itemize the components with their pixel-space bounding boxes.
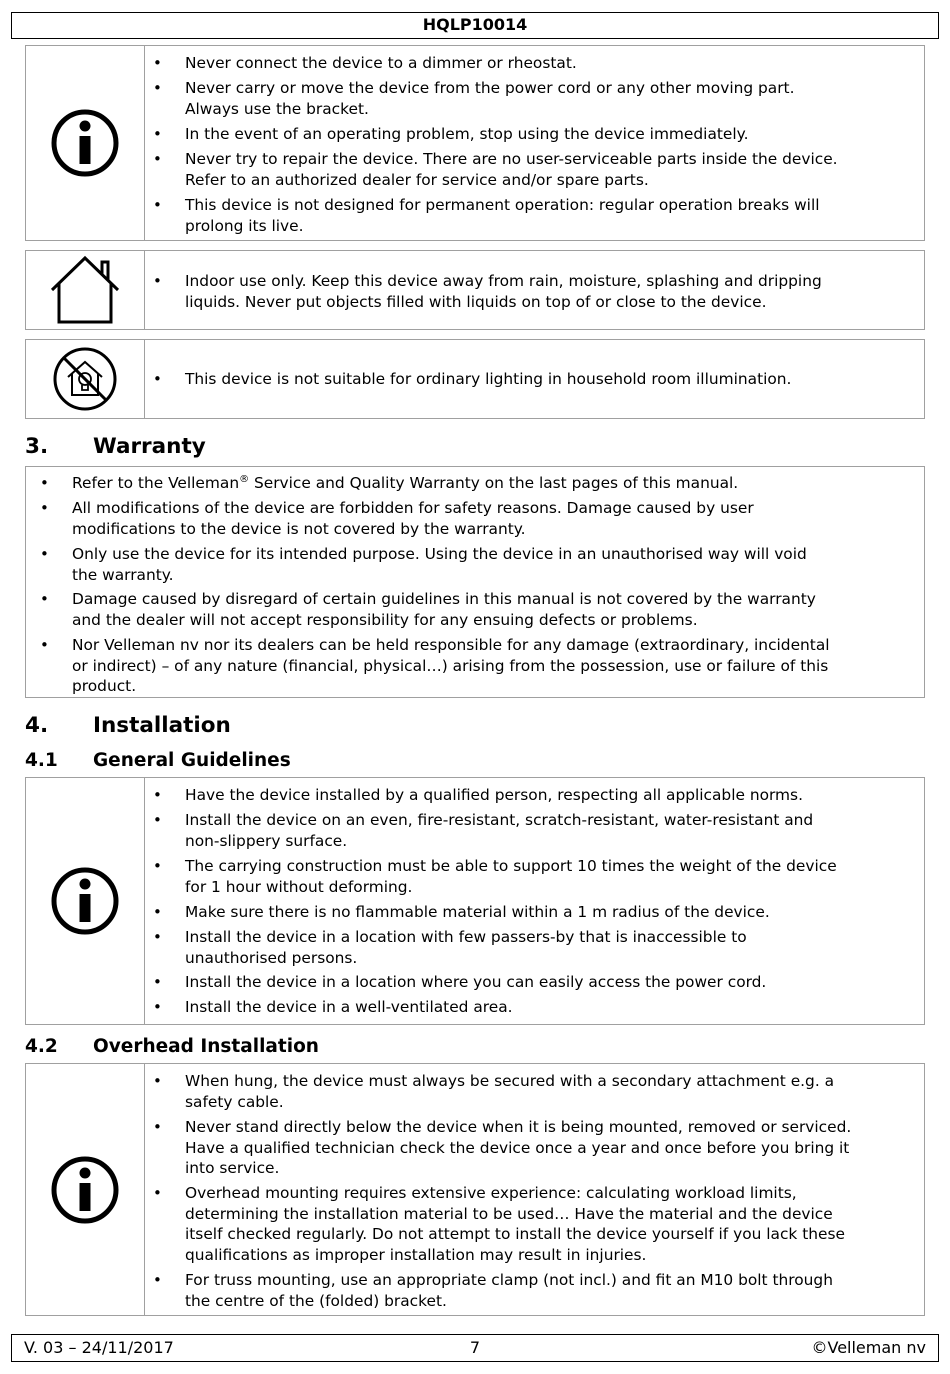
page-footer <box>11 1334 939 1362</box>
info-icon <box>50 108 120 178</box>
list-item: • Damage caused by disregard of certain guidelines in this manual is not covered by the warranty and the dealer will not accept responsibility for any ensuing defects or problems. <box>40 590 816 629</box>
list-item: • This device is not suitable for ordinary lighting in household room illumination. <box>153 370 792 388</box>
list-item: • Only use the device for its intended purpose. Using the device in an unauthorised way will void the warranty. <box>40 545 807 584</box>
section-heading-overhead-installation: 4.2 Overhead Installation <box>25 1036 319 1057</box>
list-item: • Never carry or move the device from the power cord or any other moving part. Always use the bracket. <box>153 79 795 118</box>
list-item: • Install the device in a well-ventilated area. <box>153 998 513 1016</box>
list-item: • Install the device on an even, fire-resistant, scratch-resistant, water-resistant and non-slippery surface. <box>153 811 814 850</box>
section-heading-installation: 4. Installation <box>25 713 231 738</box>
list-item: • Install the device in a location where you can easily access the power cord. <box>153 973 767 991</box>
version-date: V. 03 – 24/11/2017 <box>24 1338 174 1357</box>
list-item: • This device is not designed for permanent operation: regular operation breaks will prolong its live. <box>153 196 820 235</box>
info-icon <box>50 1155 120 1225</box>
list-item: • Never stand directly below the device when it is being mounted, removed or serviced. Have a qualified technician check the device once a year and once before you bring it into service. <box>153 1118 852 1177</box>
indoor-use-box <box>25 250 925 330</box>
section-heading-general-guidelines: 4.1 General Guidelines <box>25 750 291 771</box>
list-item: • All modifications of the device are forbidden for safety reasons. Damage caused by user modifications to the device is not covered by the warranty. <box>40 499 754 538</box>
general-guidelines-box <box>25 777 925 1025</box>
household-lighting-box <box>25 339 925 419</box>
list-item: • Nor Velleman nv nor its dealers can be held responsible for any damage (extraordinary, incidental or indirect) – of any nature (financial, physical…) arising from the possession, use or failure of this product. <box>40 636 830 695</box>
list-item: • Indoor use only. Keep this device away from rain, moisture, splashing and dripping liquids. Never put objects filled with liquids on top of or close to the device. <box>153 272 822 311</box>
copyright: ©Velleman nv <box>811 1338 926 1357</box>
list-item: • Make sure there is no flammable material within a 1 m radius of the device. <box>153 903 770 921</box>
safety-notes-box <box>25 45 925 241</box>
no-household-lighting-icon <box>51 345 119 413</box>
section-heading-warranty: 3. Warranty <box>25 434 206 459</box>
list-item: • Never try to repair the device. There are no user-serviceable parts inside the device. Refer to an authorized dealer for service and/or spare parts. <box>153 150 838 189</box>
list-item: • Overhead mounting requires extensive experience: calculating workload limits, determining the installation material to be used… Have the material and the device itself checked regularly. Do not attempt to install the device yourself if you lack these qualifications as improper installation may result in injuries. <box>153 1184 845 1264</box>
list-item: • For truss mounting, use an appropriate clamp (not incl.) and fit an M10 bolt through the centre of the (folded) bracket. <box>153 1271 833 1310</box>
list-item: • Never connect the device to a dimmer or rheostat. <box>153 54 577 72</box>
list-item: • Have the device installed by a qualified person, respecting all applicable norms. <box>153 786 803 804</box>
list-item: • In the event of an operating problem, stop using the device immediately. <box>153 125 749 143</box>
overhead-installation-box <box>25 1063 925 1316</box>
list-item: • When hung, the device must always be secured with a secondary attachment e.g. a safety cable. <box>153 1072 835 1111</box>
list-item: • Refer to the Velleman® Service and Quality Warranty on the last pages of this manual. <box>40 473 739 492</box>
warranty-box <box>25 466 925 698</box>
house-icon <box>44 254 126 326</box>
document-code: HQLP10014 <box>422 15 528 34</box>
info-icon <box>50 866 120 936</box>
list-item: • Install the device in a location with few passers-by that is inaccessible to unauthorised persons. <box>153 928 747 967</box>
list-item: • The carrying construction must be able to support 10 times the weight of the device for 1 hour without deforming. <box>153 857 837 896</box>
page-header <box>11 12 939 39</box>
page-number: 7 <box>469 1338 481 1357</box>
